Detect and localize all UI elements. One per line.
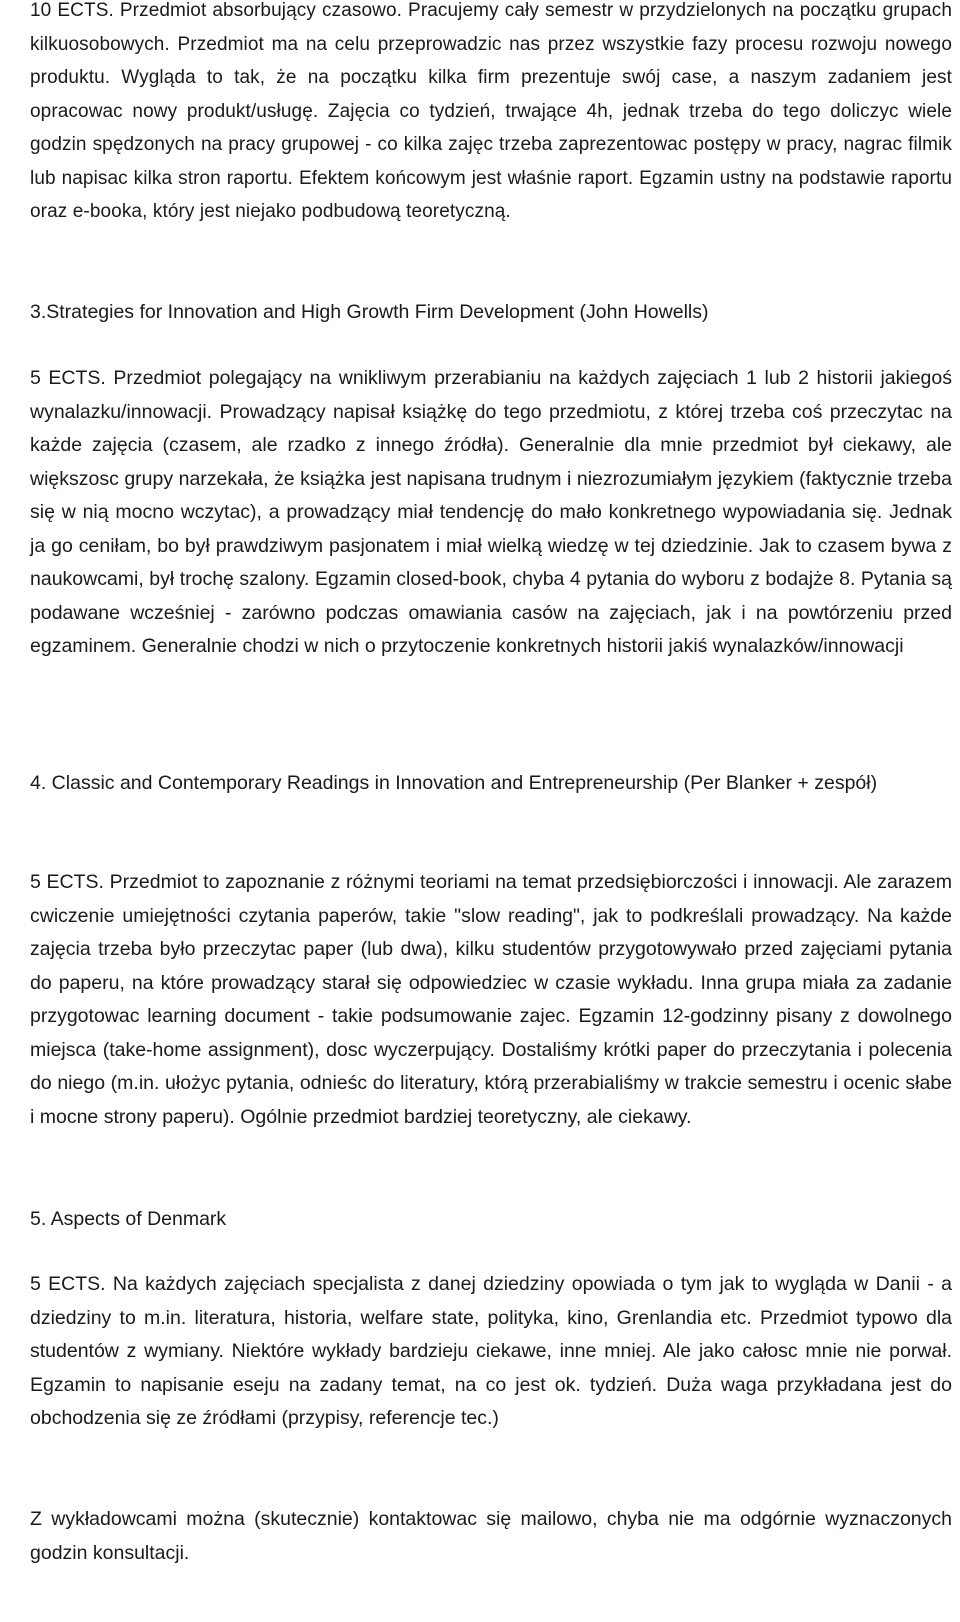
course-5-heading: 5. Aspects of Denmark	[30, 1208, 227, 1230]
course-5-body: 5 ECTS. Na każdych zajęciach specjalista z danej dziedziny opowiada o tym jak to wygląda w Danii - a dziedziny to m.in. literatura, historia, welfare state, polityka, kino, Grenlandia etc. Przedmiot typowo dla studentów z wymiany. Niektóre wykłady bardzieju ciekawe, inne mniej. Ale jako całosc mnie nie porwał. Egzamin to napisanie eseju na zadany temat, na co jest ok. tydzień. Duża waga przykładana jest do obchodzenia się ze źródłami (przypisy, referencje tec.)	[30, 1273, 952, 1429]
course-3-body: 5 ECTS. Przedmiot polegający na wnikliwym przerabianiu na każdych zajęciach 1 lub 2 historii jakiegoś wynalazku/innowacji. Prowadzący napisał książkę do tego przedmiotu, z której trzeba coś przeczytac na każde zajęcia (czasem, ale rzadko z innego źródła). Generalnie dla mnie przedmiot był ciekawy, ale większosc grupy narzekała, że książka jest napisana trudnym i niezrozumiałym językiem (faktycznie trzeba się w nią mocno wczytac), a prowadzący miał tendencję do mało konkretnego wypowiadania się. Jednak ja go ceniłam, bo był prawdziwym pasjonatem i miał wielką wiedzę w tej dziedzinie. Jak to czasem bywa z naukowcami, był trochę szalony. Egzamin closed-book, chyba 4 pytania do wyboru z bodajże 8. Pytania są podawane wcześniej - zarówno podczas omawiania casów na zajęciach, jak i na powtórzeniu przed egzaminem. Generalnie chodzi w nich o przytoczenie konkretnych historii jakiś wynalazków/innowacji	[30, 367, 952, 657]
intro-paragraph: 10 ECTS. Przedmiot absorbujący czasowo. Pracujemy cały semestr w przydzielonych na początku grupach kilkuosobowych. Przedmiot ma na celu przeprowadzic nas przez wszystkie fazy procesu rozwoju nowego produktu. Wygląda to tak, że na początku kilka firm prezentuje swój case, a naszym zadaniem jest opracowac nowy produkt/usługę. Zajęcia co tydzień, trwające 4h, jednak trzeba do tego doliczyc wiele godzin spędzonych na pracy grupowej - co kilka zajęc trzeba zaprezentowac postępy w pracy, nagrac filmik lub napisac kilka stron raportu. Efektem końcowym jest właśnie raport. Egzamin ustny na podstawie raportu oraz e-booka, który jest niejako podbudową teoretyczną.	[30, 0, 952, 222]
closing-paragraph: Z wykładowcami można (skutecznie) kontaktowac się mailowo, chyba nie ma odgórnie wyznaczonych godzin konsultacji.	[30, 1508, 952, 1564]
course-4-body: 5 ECTS. Przedmiot to zapoznanie z różnymi teoriami na temat przedsiębiorczości i innowacji. Ale zarazem cwiczenie umiejętności czytania paperów, takie "slow reading", jak to podkreślali prowadzący. Na każde zajęcia trzeba było przeczytac paper (lub dwa), kilku studentów przygotowywało przed zajęciami pytania do paperu, na które prowadzący starał się odpowiedziec w czasie wykładu. Inna grupa miała za zadanie przygotowac learning document - takie podsumowanie zajec. Egzamin 12-godzinny pisany z dowolnego miejsca (take-home assignment), dosc wyczerpujący. Dostaliśmy krótki paper do przeczytania i polecenia do niego (m.in. ułożyc pytania, odnieśc do literatury, którą przerabialiśmy w trakcie semestru i ocenic słabe i mocne strony paperu). Ogólnie przedmiot bardziej teoretyczny, ale ciekawy.	[30, 871, 952, 1128]
course-4-heading: 4. Classic and Contemporary Readings in Innovation and Entrepreneurship (Per Blanker + zespół)	[30, 772, 878, 794]
course-3-heading: 3.Strategies for Innovation and High Growth Firm Development (John Howells)	[30, 301, 709, 323]
